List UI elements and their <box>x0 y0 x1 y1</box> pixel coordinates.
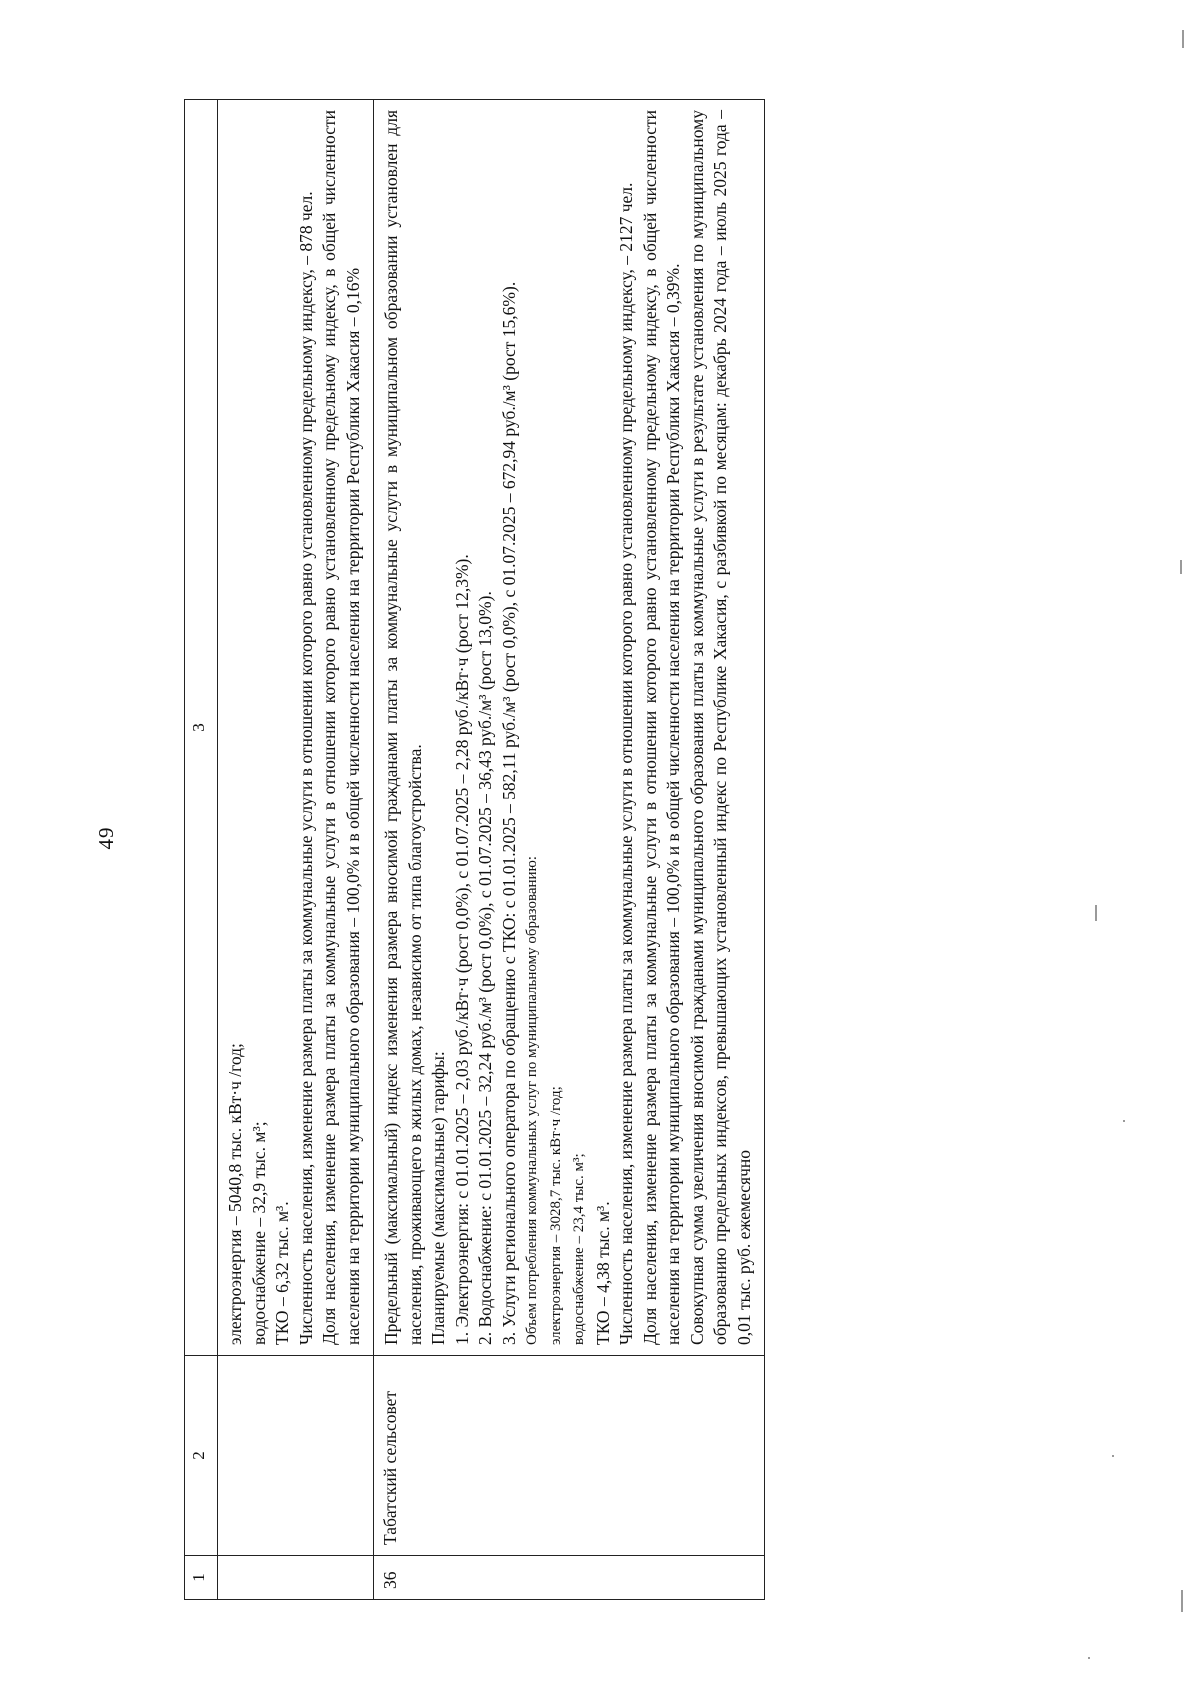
row-number-cell: 36 <box>374 1556 765 1600</box>
municipality-name-cell: Табатский сельсовет <box>374 1356 765 1556</box>
tariff-waste: 3. Услуги регионального оператора по обращению с ТКО: с 01.01.2025 – 582,11 руб./м³ (рост 0,0%), с 01.07.2025 – 672,94 руб./м³ (рост 15,6%). <box>498 281 519 1345</box>
consumption-electricity: электроэнергия – 3028,7 тыс. кВт·ч /год; <box>547 1086 564 1345</box>
table-row-36 <box>374 100 765 1600</box>
scan-speck <box>1095 905 1097 921</box>
consumption-waste: ТКО – 4,38 тыс. м³. <box>592 1201 613 1345</box>
scan-speck <box>1112 1455 1114 1457</box>
scan-speck <box>1180 560 1182 574</box>
population-share: Доля населения, изменение размера платы за коммунальные услуги в отношении которого равно установленному предельному индексу, в общей численности населения на территории муниципального образования – 100,0% и в общей численности населения на территории Республики Хакасия – 0,39%. <box>639 110 683 1345</box>
population-share: Доля населения, изменение размера платы за коммунальные услуги в отношении которого равно установленному предельному индексу, в общей численности населения на территории муниципального образования – 100,0% и в общей численности населения на территории Республики Хакасия – 0,16% <box>319 110 363 1345</box>
description-cell <box>374 100 765 1356</box>
header-col-3: 3 <box>185 100 218 1356</box>
tariff-table <box>184 99 765 1600</box>
tariffs-heading: Планируемые (максимальные) тарифы: <box>428 1051 448 1345</box>
consumption-heading: Объем потребления коммунальных услуг по муниципальному образованию: <box>524 856 540 1345</box>
row-number-cell <box>218 1556 374 1600</box>
scan-speck <box>1088 1657 1090 1659</box>
page-number: 49 <box>94 826 118 850</box>
scan-speck <box>1181 1590 1183 1612</box>
landscape-table-wrapper <box>184 100 1094 1600</box>
description-cell <box>218 100 374 1356</box>
consumption-water: водоснабжение – 23,4 тыс. м³; <box>571 1153 587 1345</box>
header-col-1: 1 <box>185 1556 218 1600</box>
population-count: Численность населения, изменение размера платы за коммунальные услуги в отношении которого равно установленному предельному индексу, – 878 чел. <box>295 191 316 1345</box>
scan-speck <box>1123 1120 1125 1122</box>
consumption-electricity: электроэнергия – 5040,8 тыс. кВт·ч /год; <box>225 1043 245 1345</box>
scan-speck <box>1182 30 1184 48</box>
tariff-electricity: 1. Электроэнергия: с 01.01.2025 – 2,03 руб./кВт·ч (рост 0,0%), с 01.07.2025 – 2,28 руб./кВт·ч (рост 12,3%). <box>451 554 472 1345</box>
consumption-waste: ТКО – 6,32 тыс. м³. <box>272 1201 292 1345</box>
population-count: Численность населения, изменение размера платы за коммунальные услуги в отношении которого равно установленному предельному индексу, – 2127 чел. <box>616 182 636 1345</box>
index-statement: Предельный (максимальный) индекс изменения размера вносимой гражданами платы за коммунальные услуги в муниципальном образовании установлен для населения, проживающего в жилых домах, независимо от типа благоустройства. <box>381 110 425 1345</box>
table-header-row <box>185 100 218 1600</box>
consumption-water: водоснабжение – 32,9 тыс. м³; <box>248 1121 269 1345</box>
municipality-name-cell <box>218 1356 374 1556</box>
header-col-2: 2 <box>185 1356 218 1556</box>
tariff-water: 2. Водоснабжение: с 01.01.2025 – 32,24 руб./м³ (рост 0,0%), с 01.07.2025 – 36,43 руб./м³ (рост 13,0%). <box>475 591 495 1345</box>
table-row-continuation <box>218 100 374 1600</box>
total-increase: Совокупная сумма увеличения вносимой гражданами муниципального образования платы за коммунальные услуги в результате установления по муниципальному образованию предельных индексов, превышающих установленный индекс по Республике Хакасия, с разбивкой по месяцам: декабрь 2024 года – июль 2025 года – 0,01 тыс. руб. ежемесячно <box>686 110 754 1345</box>
